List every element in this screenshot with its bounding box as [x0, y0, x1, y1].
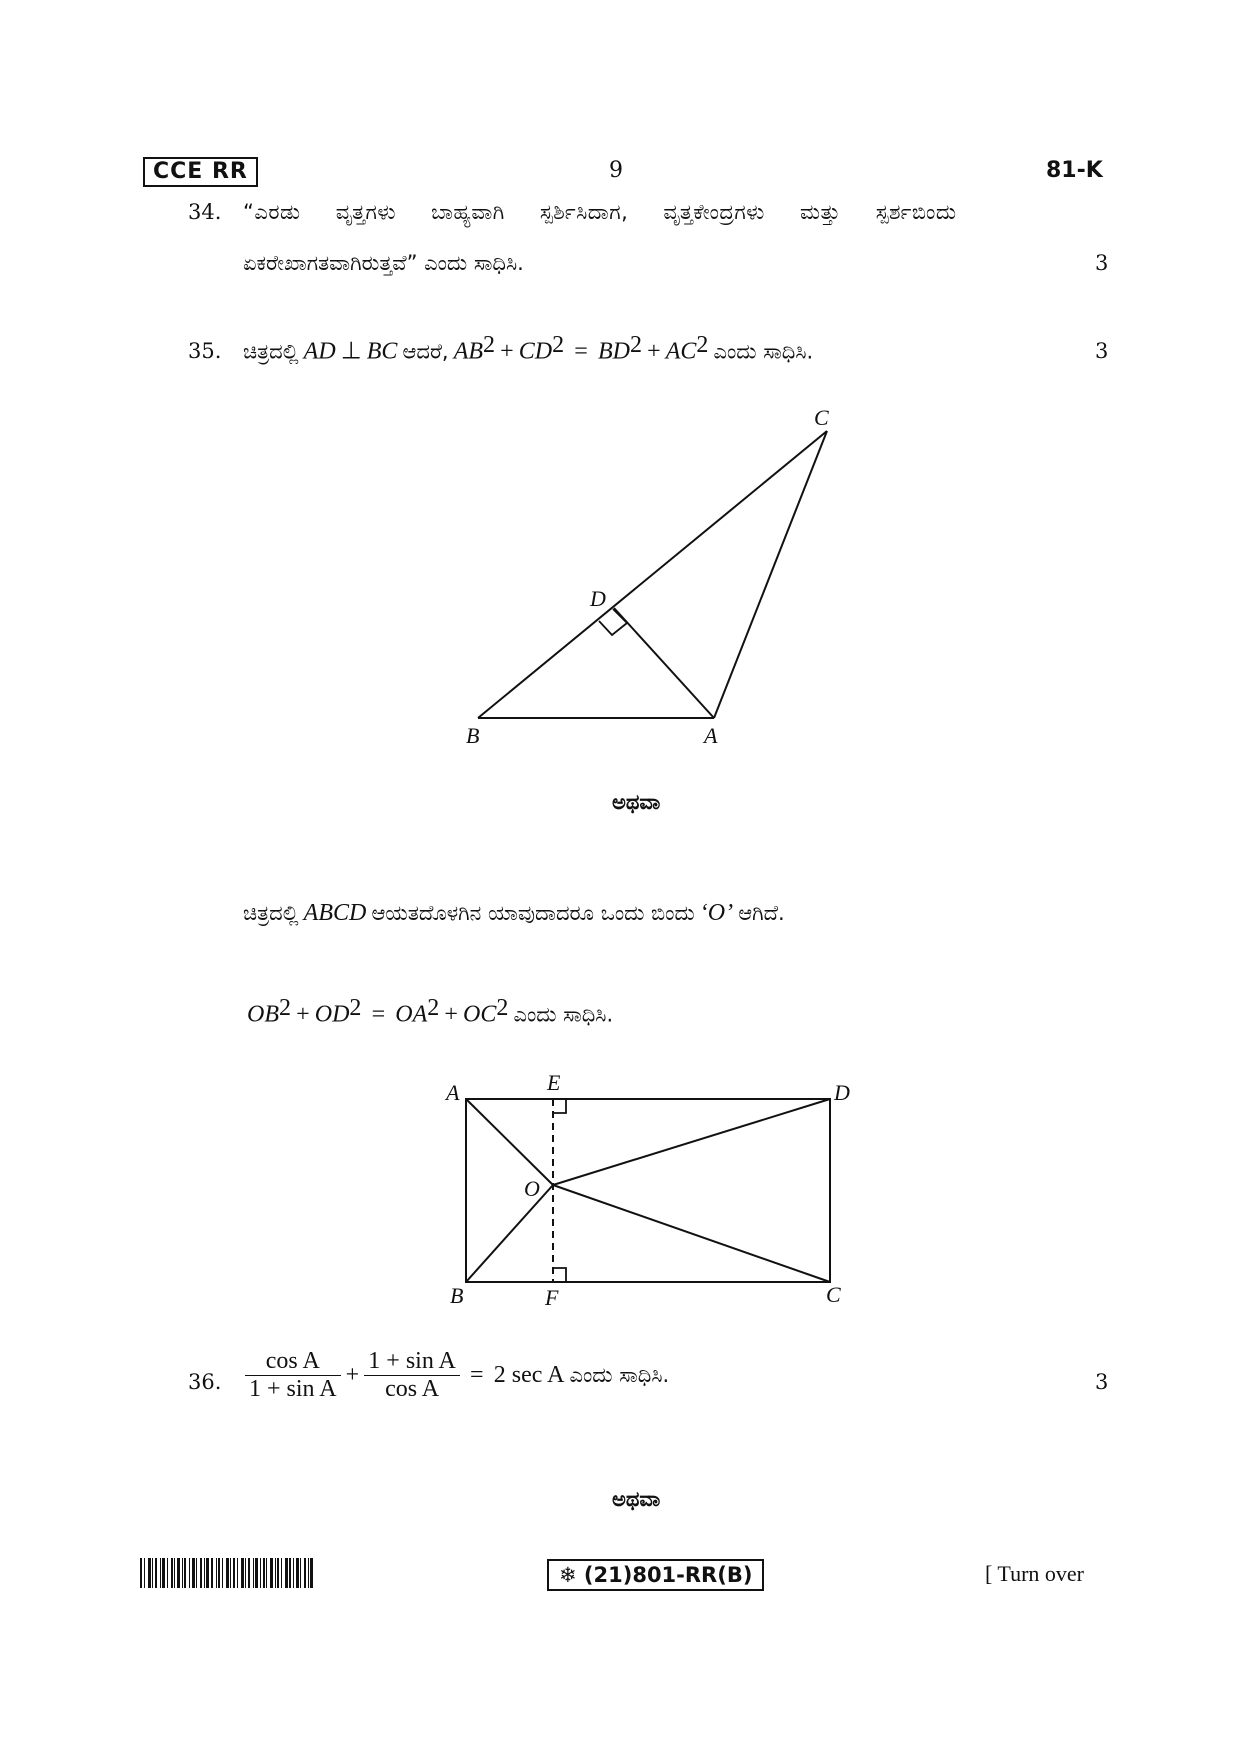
q35-ab: AB — [453, 338, 484, 365]
label-d: D — [590, 586, 606, 611]
rectangle-figure — [430, 1065, 870, 1315]
q35-bc: BC — [366, 338, 398, 365]
q35-alt-sq4: 2 — [496, 995, 509, 1021]
label-a: A — [446, 1080, 460, 1105]
q36-plus: + — [345, 1362, 360, 1388]
q35-alt-sq3: 2 — [427, 995, 440, 1021]
q35-alt-oa: OA — [395, 1001, 428, 1028]
line-od — [553, 1099, 830, 1185]
line-oc — [553, 1185, 830, 1282]
q35-alt-mid: ಆಯತದೊಳಗಿನ ಯಾವುದಾದರೂ ಒಂದು ಬಿಂದು — [371, 901, 695, 925]
q35-plus1: + — [500, 338, 514, 365]
q35-plus2: + — [647, 338, 661, 365]
q35-ad: AD — [303, 338, 336, 365]
right-angle-mark-f — [553, 1268, 566, 1282]
q36-frac2-num: 1 + sin A — [364, 1348, 460, 1376]
q35-alt-od: OD — [314, 1001, 350, 1028]
q34-marks: 3 — [1095, 251, 1109, 275]
line-ob — [466, 1185, 553, 1282]
q35-sq1: 2 — [483, 332, 496, 358]
q35-ac: AC — [665, 338, 697, 365]
page-number: 9 — [609, 158, 623, 183]
right-angle-mark-d — [599, 609, 627, 635]
line-ad — [614, 608, 714, 718]
q35-alt-oc: OC — [463, 1001, 497, 1028]
or-separator-1: ಅಥವಾ — [612, 790, 661, 814]
q35-bd: BD — [597, 338, 630, 365]
q35-alt-o: ‘O’ — [699, 900, 734, 926]
q35-alt-sq2: 2 — [349, 995, 362, 1021]
q36-number: 36. — [188, 1370, 222, 1394]
q35-sq2: 2 — [552, 332, 565, 358]
q35-sq4: 2 — [696, 332, 709, 358]
q34-line1: “ಎರಡು ವೃತ್ತಗಳು ಬಾಹ್ಯವಾಗಿ ಸ್ಪರ್ಶಿಸಿದಾಗ, ವೃತ್ತಕೇಂದ್ರಗಳು ಮತ್ತು ಸ್ಪರ್ಶಬಿಂದು — [243, 200, 957, 224]
label-f: F — [545, 1285, 559, 1310]
q36-prove: ಎಂದು ಸಾಧಿಸಿ. — [569, 1363, 670, 1387]
q35-alt-end: ಆಗಿದೆ. — [738, 901, 785, 925]
q35-alt-equals: = — [371, 1001, 386, 1028]
q35-statement — [243, 332, 813, 365]
label-b: B — [466, 723, 480, 748]
label-b: B — [450, 1283, 464, 1308]
header-label: CCE RR — [143, 157, 258, 187]
q35-alt-plus1: + — [296, 1001, 310, 1028]
q35-alt-ob: OB — [247, 1001, 279, 1028]
q36-fraction-2 — [364, 1348, 460, 1403]
right-angle-mark-e — [553, 1099, 566, 1113]
q35-alt-line1 — [243, 900, 785, 927]
label-o: O — [524, 1176, 540, 1201]
q34-number: 34. — [188, 200, 222, 224]
label-e: E — [547, 1070, 561, 1095]
barcode — [140, 1558, 385, 1588]
q35-alt-prove: ಎಂದು ಸಾಧಿಸಿ. — [513, 1002, 614, 1027]
q36-rhs: 2 sec A — [493, 1362, 565, 1388]
line-oa — [466, 1099, 553, 1185]
q35-alt-plus2: + — [444, 1001, 458, 1028]
q35-alt-prefix: ಚಿತ್ರದಲ್ಲಿ — [243, 901, 299, 925]
line-ac — [714, 431, 827, 718]
q35-perp: ⊥ — [340, 338, 362, 365]
footer-code-box: ❄ (21)801-RR(B) — [547, 1559, 764, 1591]
q35-sq3: 2 — [629, 332, 642, 358]
q36-equals: = — [470, 1362, 484, 1388]
q35-alt-equation — [247, 995, 613, 1028]
label-a: A — [704, 723, 718, 748]
q36-frac2-den: cos A — [385, 1376, 440, 1402]
or-separator-2: ಅಥವಾ — [612, 1487, 661, 1511]
q36-frac1-den: 1 + sin A — [249, 1376, 337, 1402]
label-c: C — [814, 405, 829, 430]
paper-code: 81-K — [1046, 158, 1103, 183]
q36-equation — [245, 1348, 669, 1403]
q35-alt-sq1: 2 — [279, 995, 291, 1021]
q35-equals: = — [574, 338, 588, 365]
q35-marks: 3 — [1095, 339, 1109, 363]
q34-line2: ಏಕರೇಖಾಗತವಾಗಿರುತ್ತವೆ” ಎಂದು ಸಾಧಿಸಿ. — [243, 251, 524, 275]
turn-over-label: [ Turn over — [985, 1561, 1085, 1586]
q35-prefix: ಚಿತ್ರದಲ್ಲಿ — [243, 339, 299, 364]
q35-number: 35. — [188, 339, 222, 363]
q35-if: ಆದರೆ, — [402, 339, 449, 364]
q35-cd: CD — [518, 338, 553, 365]
q36-marks: 3 — [1095, 1370, 1109, 1394]
line-bc — [478, 431, 827, 718]
q36-frac1-num: cos A — [245, 1348, 341, 1376]
q35-alt-abcd: ABCD — [303, 900, 367, 926]
q35-prove: ಎಂದು ಸಾಧಿಸಿ. — [713, 339, 814, 364]
q36-fraction-1 — [245, 1348, 341, 1403]
rectangle-abcd — [466, 1099, 830, 1282]
triangle-figure — [440, 400, 860, 760]
label-c: C — [826, 1282, 841, 1307]
label-d: D — [834, 1080, 850, 1105]
